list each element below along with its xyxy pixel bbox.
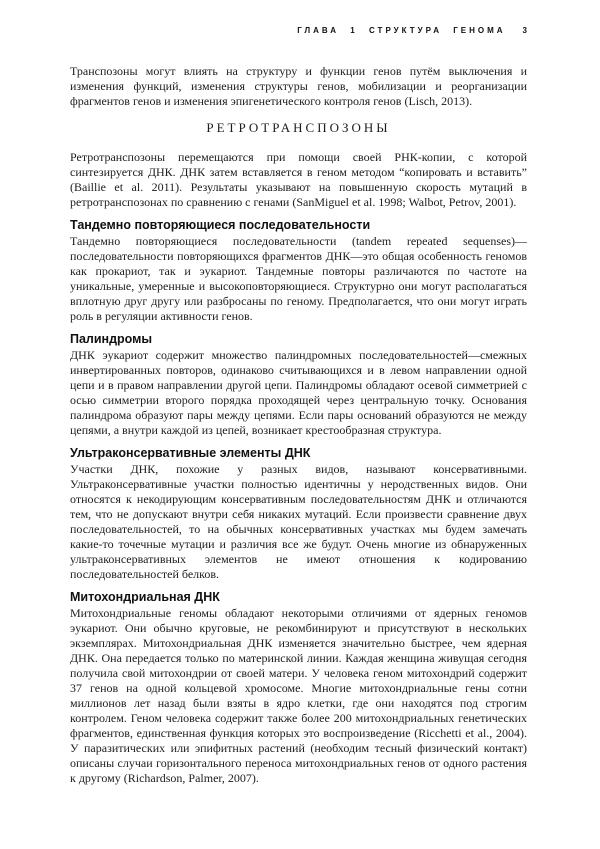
tandem-repeats-paragraph: Тандемно повторяющиеся последовательности (tandem repeated sequenses)—последовательности повторяющихся фрагментов ДНК—это общая особенность геномов как прокариот, так и эукариот. Тандемные повторы различаются по частоте на уникальные, умеренные и высокоповторяющиеся. Структурно они могут располагаться вплотную друг другу или разбросаны по геному. Предполагается, что они могут играть роль в регуляции активности генов. — [70, 234, 527, 323]
subsection-heading-tandem-repeats: Тандемно повторяющиеся последовательности — [70, 218, 371, 232]
page-number: 3 — [522, 26, 527, 35]
ultraconserved-elements-paragraph: Участки ДНК, похожие у разных видов, называют консервативными. Ультраконсервативные участки полностью идентичны у неродственных видов. Они относятся к некодирующим консервативным последовательностям ДНК и отличаются тем, что не допускают внутри себя никаких мутаций. Если произвести сравнение двух последовательностей, то на обычных консервативных участках мы будем замечать какие-то точечные мутации и различия все же будут. Очень многие из обнаруженных ультраконсервативных элементов не имеют отношения к кодированию последовательностей белков. — [70, 462, 527, 581]
intro-paragraph: Транспозоны могут влиять на структуру и функции генов путём выключения и изменения функций, изменения структуры генов, мобилизации и реорганизации фрагментов генов и изменения эпигенетического контроля генов (Lisch, 2013). — [70, 64, 527, 108]
section-heading-retrotransposons: РЕТРОТРАНСПОЗОНЫ — [206, 120, 391, 135]
subsection-heading-ultraconserved-elements: Ультраконсервативные элементы ДНК — [70, 446, 311, 460]
mitochondrial-dna-paragraph: Митохондриальные геномы обладают некоторыми отличиями от ядерных геномов эукариот. Они обычно круговые, не рекомбинируют и присутствуют в нескольких экземплярах. Митохондриальная ДНК изменяется значительно быстрее, чем ядерная ДНК. Она передается только по материнской линии. Каждая женщина живущая сегодня получила свой митохондрии от своей матери. У человека геном митохондрий содержит 37 генов на одной кольцевой хромосоме. Многие митохондриальные гены сотни миллионов лет назад были взяты в ядро клетки, где они находятся под строгим контролем. Геном человека содержит также более 200 митохондриальных генетических фрагментов, единственная функция которых это воспроизведение (Ricchetti et al., 2004). У паразитических или эпифитных растений (необходим тесный физический контакт) описаны случаи горизонтального переноса митохондриальных генов от одного растения к другому (Richardson, Palmer, 2007). — [70, 606, 527, 785]
running-header — [70, 26, 527, 35]
palindromes-paragraph: ДНК эукариот содержит множество палиндромных последовательностей—смежных инвертированных повторов, одинаково считывающихся и в левом направлении одной цепи и в правом направлении другой цепи. Палиндромы обладают осевой симметрией с осью симметрии второго порядка проходящей через центральную точку. Основания палиндрома образуют пары между цепями. Если пары оснований образуются не между цепями, а внутри каждой из цепей, возникает крестообразная структура. — [70, 348, 527, 437]
subsection-heading-palindromes: Палиндромы — [70, 332, 153, 346]
retrotransposons-paragraph: Ретротранспозоны перемещаются при помощи своей РНК-копии, с которой синтезируется ДНК. ДНК затем вставляется в геном методом “копировать и вставить” (Baillie et al. 2011). Результаты указывают на повышенную скорость мутаций в ретротранспозонах по сравнению с генами (SanMiguel et al. 1998; Walbot, Petrov, 2001). — [70, 150, 527, 209]
chapter-title: ГЛАВА 1 СТРУКТУРА ГЕНОМА — [297, 26, 506, 35]
subsection-heading-mitochondrial-dna: Митохондриальная ДНК — [70, 590, 220, 604]
